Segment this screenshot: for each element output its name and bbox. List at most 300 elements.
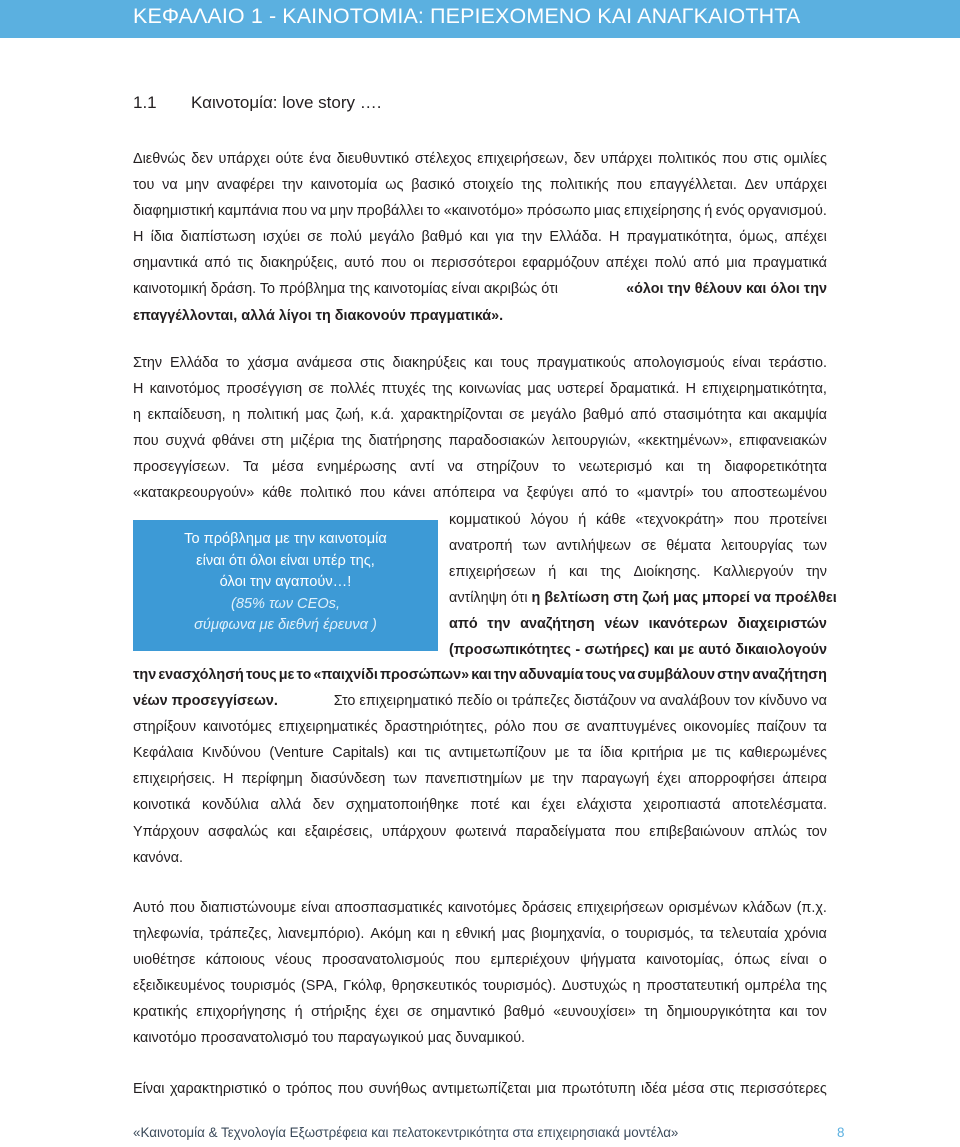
word: μας bbox=[305, 407, 329, 424]
word: από bbox=[581, 485, 608, 502]
word: πρόσωπο bbox=[526, 203, 591, 220]
word: απέχει bbox=[605, 255, 648, 272]
text-line bbox=[133, 947, 827, 973]
word: βαθμό bbox=[503, 1004, 545, 1021]
word: διασύνδεση bbox=[310, 771, 386, 788]
text-line bbox=[133, 792, 827, 818]
word: τουρισμός). bbox=[482, 978, 557, 995]
text-line bbox=[449, 637, 827, 663]
word: παραδείγματα bbox=[515, 823, 606, 840]
word: επιχειρήσεων, bbox=[477, 151, 568, 167]
word: υιοθέτησε bbox=[133, 952, 196, 969]
word: ίδια bbox=[150, 229, 174, 246]
word: βαθμό bbox=[582, 407, 624, 424]
paragraph-idea bbox=[133, 1076, 827, 1102]
word: ή bbox=[294, 1004, 303, 1021]
word: περίφημη bbox=[241, 771, 303, 788]
word: κ.ά. bbox=[370, 407, 395, 424]
word: εμπεριέχουν bbox=[490, 952, 570, 969]
word: προσανατολισμούς bbox=[321, 952, 445, 969]
text-line bbox=[133, 376, 827, 402]
word: τις bbox=[237, 255, 254, 272]
word: «κεκτημένων», bbox=[637, 433, 733, 450]
word: τηλεφωνία, bbox=[133, 926, 204, 943]
word: «παιχνίδι bbox=[313, 667, 378, 683]
word: της bbox=[431, 381, 453, 398]
section-title: Καινοτομία: love story …. bbox=[191, 93, 382, 112]
word: αδυναμία bbox=[519, 667, 584, 683]
footer-title: «Καινοτομία & Τεχνολογία Εξωστρέφεια και πελατοκεντρικότητα στα επιχειρησιακά μοντέλα» bbox=[133, 1125, 679, 1140]
word: επιχειρηματικότητα, bbox=[702, 381, 827, 398]
word: «μαντρί» bbox=[636, 485, 694, 502]
word: οργανισμού. bbox=[747, 203, 827, 220]
word: Η bbox=[133, 381, 144, 398]
text-line: καινοτόμο προσανατολισμό του παραγωγικού μας δυναμικού. bbox=[133, 1030, 526, 1047]
word: ιδέα bbox=[641, 1081, 667, 1097]
callout-line: είναι ότι όλοι είναι υπέρ της, bbox=[196, 552, 375, 569]
word: υπάρχουν bbox=[381, 823, 447, 840]
word: ικανότερων bbox=[648, 616, 728, 633]
word: το bbox=[226, 355, 240, 371]
word: πολιτικός bbox=[657, 151, 717, 167]
word: και bbox=[748, 407, 767, 424]
word: που bbox=[337, 1081, 364, 1097]
word: (Venture bbox=[269, 745, 324, 762]
word: εξειδικευμένος bbox=[133, 978, 226, 995]
word: όπως bbox=[734, 952, 770, 969]
word: της bbox=[600, 564, 621, 581]
word: Ελλάδα. bbox=[549, 229, 602, 246]
word: η bbox=[133, 407, 142, 424]
word: για bbox=[495, 229, 515, 246]
text-line bbox=[133, 428, 827, 454]
word: καινοτόμες bbox=[447, 900, 517, 916]
word: ομιλίες bbox=[783, 151, 827, 167]
word: στήριξης bbox=[311, 1004, 367, 1021]
word: εξαιρέσεις, bbox=[304, 823, 373, 840]
word: και bbox=[397, 745, 417, 762]
word: κάθε bbox=[596, 512, 626, 528]
word: Διεθνώς bbox=[133, 151, 186, 167]
word: σε bbox=[564, 719, 580, 736]
word: βιομηχανία, bbox=[531, 926, 606, 943]
word: διαφορετικότητα bbox=[724, 459, 827, 476]
word: κονδύλια bbox=[201, 797, 259, 814]
word: τεράστιο. bbox=[768, 355, 827, 371]
word: τον bbox=[806, 823, 827, 840]
word: με bbox=[554, 745, 570, 762]
word: ανάμεσα bbox=[296, 355, 353, 371]
word: καινοτόμες bbox=[202, 719, 272, 736]
word: μην bbox=[185, 177, 209, 194]
text-line bbox=[133, 146, 827, 172]
word: Ακόμη bbox=[370, 926, 412, 943]
word: αντιμετωπίζεται bbox=[432, 1081, 531, 1097]
text-line: κανόνα. bbox=[133, 849, 184, 866]
word: ζωή, bbox=[335, 407, 365, 424]
word: χειροπιαστά bbox=[643, 797, 721, 814]
word: νέων bbox=[604, 616, 639, 633]
word: που bbox=[532, 719, 558, 736]
word: με bbox=[678, 642, 695, 659]
text-line bbox=[133, 350, 827, 376]
word: με bbox=[691, 745, 707, 762]
word: διατήρησης bbox=[368, 433, 442, 450]
word: επιχειρήσεις. bbox=[133, 771, 216, 788]
word: που bbox=[359, 485, 386, 502]
word: αναζήτηση bbox=[752, 667, 827, 683]
word: δραματικά. bbox=[609, 381, 680, 398]
word: ο bbox=[611, 926, 620, 943]
word: μιζέρια bbox=[290, 433, 335, 450]
word: μέσα bbox=[672, 1081, 705, 1097]
text-line bbox=[133, 402, 827, 428]
word: λιανεμπόριο). bbox=[277, 926, 365, 943]
word: επαγγέλλεται. bbox=[649, 177, 737, 194]
word: δικαιολογούν bbox=[735, 642, 827, 659]
word: Αυτό bbox=[133, 900, 165, 916]
word: εκπαίδευση, bbox=[147, 407, 226, 424]
word: το bbox=[552, 459, 566, 476]
section-heading bbox=[133, 93, 381, 113]
word: που bbox=[133, 433, 159, 450]
word: Κινδύνου bbox=[201, 745, 261, 762]
word: έχει bbox=[657, 771, 681, 788]
word: τουρισμός, bbox=[624, 926, 694, 943]
word: όμως, bbox=[739, 229, 778, 246]
word: να bbox=[310, 203, 327, 220]
text-line bbox=[449, 585, 837, 611]
word: σε bbox=[640, 538, 657, 555]
word: προστατευτική bbox=[646, 978, 740, 995]
word: πολιτικής bbox=[549, 177, 609, 194]
word: κάθε bbox=[262, 485, 292, 502]
word: χάσμα bbox=[247, 355, 289, 371]
bold-quote: «όλοι την θέλουν και όλοι την bbox=[626, 281, 827, 298]
word: διαπίστωση bbox=[180, 229, 256, 246]
word: πραγματικότητα, bbox=[626, 229, 733, 246]
word: μέσα bbox=[271, 459, 304, 476]
word: το bbox=[426, 203, 441, 220]
word: Στην bbox=[133, 355, 163, 371]
word: που bbox=[733, 512, 760, 528]
word: σχηματοποιήθηκε bbox=[345, 797, 459, 814]
word: που bbox=[616, 177, 642, 194]
word: απλώς bbox=[753, 823, 798, 840]
word: αποστεωμένου bbox=[730, 485, 827, 502]
word: ψήγματα bbox=[579, 952, 636, 969]
word: διαπιστώνουμε bbox=[200, 900, 297, 916]
word: ισχύει bbox=[262, 229, 301, 246]
word: από bbox=[204, 255, 231, 272]
text-line bbox=[133, 303, 827, 329]
word: «τεχνοκράτη» bbox=[635, 512, 724, 528]
word: αποσπασματικές bbox=[334, 900, 443, 916]
word: αναζήτηση bbox=[520, 616, 595, 633]
page-number: 8 bbox=[837, 1125, 845, 1140]
word: προβάλλει bbox=[356, 203, 424, 220]
word: είναι bbox=[732, 355, 761, 371]
word: διευθυντικό bbox=[336, 151, 410, 167]
word: να bbox=[618, 667, 636, 683]
word: έχει bbox=[541, 797, 566, 814]
word: να bbox=[162, 177, 178, 194]
word: σε bbox=[307, 229, 323, 246]
word: Ελλάδα bbox=[169, 355, 219, 371]
word: δράσεις bbox=[521, 900, 572, 916]
word: άπειρα bbox=[782, 771, 827, 788]
word: να bbox=[503, 485, 519, 502]
word: και bbox=[474, 355, 493, 371]
word: της bbox=[341, 433, 362, 450]
word: παίζουν bbox=[756, 719, 807, 736]
word: την bbox=[521, 229, 543, 246]
word: καμπάνια bbox=[217, 203, 279, 220]
word: που bbox=[380, 255, 407, 272]
word: (SPA, bbox=[301, 978, 338, 995]
word: ή bbox=[704, 203, 713, 220]
word: αντιμετωπίζουν bbox=[448, 745, 547, 762]
page-footer bbox=[133, 1125, 845, 1140]
text-line bbox=[133, 819, 827, 845]
word: ορισμένων bbox=[668, 900, 738, 916]
word: βασικό bbox=[411, 177, 455, 194]
word: Τα bbox=[243, 459, 259, 476]
word: που bbox=[281, 203, 308, 220]
word: ίδια bbox=[600, 745, 623, 762]
word: λειτουργιών, bbox=[551, 433, 631, 450]
word: υπάρχει bbox=[775, 177, 827, 194]
word: (π.χ. bbox=[796, 900, 827, 916]
word: του bbox=[133, 177, 155, 194]
word: με bbox=[529, 771, 545, 788]
word: χαρακτηριστικό bbox=[169, 1081, 267, 1097]
word: η bbox=[632, 978, 641, 995]
word: πολιτικό bbox=[299, 485, 352, 502]
word: νεωτερισμό bbox=[578, 459, 653, 476]
word: κοινωνίας bbox=[458, 381, 522, 398]
text-line bbox=[133, 688, 827, 714]
word: συνήθως bbox=[368, 1081, 427, 1097]
chapter-header-bar bbox=[0, 0, 960, 38]
word: σε bbox=[406, 1004, 423, 1021]
word: Υπάρχουν bbox=[133, 823, 200, 840]
word: ούτε bbox=[275, 151, 304, 167]
word: αυτό bbox=[698, 642, 731, 659]
text-line bbox=[133, 895, 827, 921]
word: και bbox=[469, 229, 489, 246]
word: και bbox=[511, 797, 530, 814]
bold-text: η βελτίωση στη ζωή μας μπορεί να προέλθει bbox=[531, 590, 837, 607]
word: προτείνει bbox=[768, 512, 827, 528]
word: του bbox=[701, 485, 724, 502]
word: βαθμό bbox=[421, 229, 463, 246]
text-span: καινοτομική δράση. Το πρόβλημα της καινοτομίας είναι ακριβώς ότι bbox=[133, 281, 558, 298]
text-line bbox=[133, 250, 827, 276]
word: τη bbox=[644, 1004, 658, 1021]
word: ελάχιστα bbox=[576, 797, 632, 814]
word: τον bbox=[806, 1004, 827, 1021]
word: οι bbox=[413, 255, 425, 272]
word: από bbox=[449, 616, 478, 633]
word: που bbox=[614, 823, 641, 840]
word: από bbox=[693, 255, 720, 272]
word: και bbox=[665, 459, 684, 476]
word: υπάρχει bbox=[600, 151, 653, 167]
word: ένα bbox=[309, 151, 332, 167]
word: περισσότερες bbox=[739, 1081, 827, 1097]
callout-source: (85% των CEOs, bbox=[230, 595, 341, 612]
word: απέχει bbox=[784, 229, 827, 246]
word: υστερεί bbox=[557, 381, 604, 398]
word: νέους bbox=[275, 952, 312, 969]
word: Η bbox=[609, 229, 620, 246]
word: τελευταία bbox=[719, 926, 779, 943]
text-line bbox=[133, 714, 827, 740]
word: τη bbox=[697, 459, 711, 476]
paragraph-intro bbox=[133, 146, 827, 329]
word: πολύ bbox=[329, 229, 362, 246]
word: Η bbox=[685, 381, 696, 398]
word: λόγου bbox=[530, 512, 569, 528]
word: «ευνουχίσει» bbox=[553, 1004, 636, 1021]
word: Η bbox=[133, 229, 144, 246]
text-span: Στο επιχειρηματικό πεδίο οι τράπεζες διστάζουν να αναλάβουν τον κίνδυνο να bbox=[333, 693, 827, 710]
text-span: αντίληψη ότι bbox=[449, 590, 528, 607]
word: των bbox=[393, 771, 417, 788]
word: επιχειρήσεων bbox=[449, 564, 536, 581]
word: απόπειρα bbox=[433, 485, 496, 502]
word: μεγάλο bbox=[369, 229, 415, 246]
word: στις bbox=[753, 151, 779, 167]
word: σωτήρες) bbox=[584, 642, 650, 659]
word: Capitals) bbox=[332, 745, 390, 762]
word: διακηρύξεις, bbox=[259, 255, 338, 272]
word: προσώπων» bbox=[380, 667, 470, 683]
word: επιχειρηματικές bbox=[278, 719, 378, 736]
word: είναι bbox=[301, 900, 330, 916]
word: πραγματικούς bbox=[536, 355, 626, 371]
word: την bbox=[806, 564, 827, 581]
text-line bbox=[133, 172, 827, 198]
word: αποτελέσματα. bbox=[732, 797, 827, 814]
word: ενημέρωσης bbox=[317, 459, 397, 476]
quote-callout-box bbox=[133, 520, 438, 651]
word: πολύ bbox=[654, 255, 687, 272]
word: και bbox=[568, 564, 588, 581]
word: στην bbox=[717, 667, 751, 683]
chapter-title: ΚΕΦΑΛΑΙΟ 1 - ΚΑΙΝΟΤΟΜΙΑ: ΠΕΡΙΕΧΟΜΕΝΟ ΚΑΙ ΑΝΑΓΚΑΙΟΤΗΤΑ bbox=[133, 4, 801, 28]
word: ξεφύγει bbox=[526, 485, 574, 502]
paragraph-greece-gap bbox=[133, 350, 827, 507]
paragraph-banks bbox=[133, 662, 827, 871]
word: κάποιους bbox=[205, 952, 265, 969]
word: ή bbox=[548, 564, 557, 581]
word: εθνική bbox=[455, 926, 496, 943]
word: το bbox=[615, 485, 629, 502]
word: στις bbox=[709, 1081, 735, 1097]
word: κρατικής bbox=[133, 1004, 188, 1021]
word: αναφέρει bbox=[216, 177, 275, 194]
word: χαρακτηρίζονται bbox=[400, 407, 503, 424]
word: μας bbox=[527, 381, 551, 398]
word: της bbox=[806, 978, 827, 995]
word: επιβεβαιώνουν bbox=[649, 823, 745, 840]
word: μην bbox=[329, 203, 354, 220]
word: υπάρχει bbox=[218, 151, 270, 167]
word: στασιμότητα bbox=[663, 407, 742, 424]
text-line bbox=[449, 559, 827, 585]
word: σε bbox=[509, 407, 525, 424]
word: λειτουργίας bbox=[721, 538, 794, 555]
word: πανεπιστημίων bbox=[424, 771, 523, 788]
word: τις bbox=[424, 745, 441, 762]
word: απορροφήσει bbox=[688, 771, 775, 788]
text-line bbox=[133, 480, 827, 506]
word: διακηρύξεις bbox=[392, 355, 467, 371]
word: προσέγγιση bbox=[226, 381, 303, 398]
word: των bbox=[803, 538, 827, 555]
word: και bbox=[779, 1004, 798, 1021]
word: που bbox=[722, 151, 748, 167]
word: καινοτομίας, bbox=[646, 952, 724, 969]
word: της bbox=[521, 177, 542, 194]
word: κλάδων bbox=[742, 900, 792, 916]
word: φωτεινά bbox=[455, 823, 507, 840]
word: συχνά bbox=[165, 433, 206, 450]
text-line bbox=[133, 224, 827, 250]
word: Είναι bbox=[133, 1081, 165, 1097]
word: την bbox=[281, 177, 303, 194]
word: αυτό bbox=[344, 255, 375, 272]
word: δεν bbox=[191, 151, 213, 167]
word: καινοτομία bbox=[310, 177, 378, 194]
word: ασφαλώς bbox=[208, 823, 269, 840]
word: στηρίξουν bbox=[133, 719, 197, 736]
word: αντί bbox=[409, 459, 435, 476]
text-line bbox=[133, 454, 827, 480]
word: ο bbox=[818, 952, 827, 969]
word: Κεφάλαια bbox=[133, 745, 194, 762]
text-line bbox=[133, 276, 827, 302]
word: Γκόλφ, bbox=[343, 978, 387, 995]
word: εφαρμόζουν bbox=[522, 255, 600, 272]
word: η bbox=[232, 407, 241, 424]
word: Καλλιεργούν bbox=[713, 564, 794, 581]
word: τουρισμός bbox=[230, 978, 296, 995]
word: απολογισμούς bbox=[633, 355, 725, 371]
section-number: 1.1 bbox=[133, 93, 157, 112]
bold-text: νέων προσεγγίσεων. bbox=[133, 693, 278, 710]
word: ανατροπή bbox=[449, 538, 513, 555]
word: πτυχές bbox=[381, 381, 426, 398]
word: σημαντικό bbox=[430, 1004, 496, 1021]
word: παραγωγή bbox=[581, 771, 650, 788]
word: Διοίκησης. bbox=[633, 564, 701, 581]
word: μια bbox=[726, 255, 746, 272]
callout-line: όλοι την αγαπούν…! bbox=[219, 574, 352, 590]
bold-quote: επαγγέλλονται, αλλά λίγοι τη διακονούν πραγματικά». bbox=[133, 307, 504, 324]
text-line bbox=[133, 766, 827, 792]
callout-source: σύμφωνα με διεθνή έρευνα ) bbox=[194, 617, 377, 633]
word: από bbox=[630, 407, 657, 424]
word: την bbox=[487, 616, 511, 633]
word: την bbox=[493, 667, 517, 683]
word: στις bbox=[359, 355, 385, 371]
word: που bbox=[169, 900, 195, 916]
word: χρόνια bbox=[784, 926, 827, 943]
word: τους bbox=[585, 667, 617, 683]
